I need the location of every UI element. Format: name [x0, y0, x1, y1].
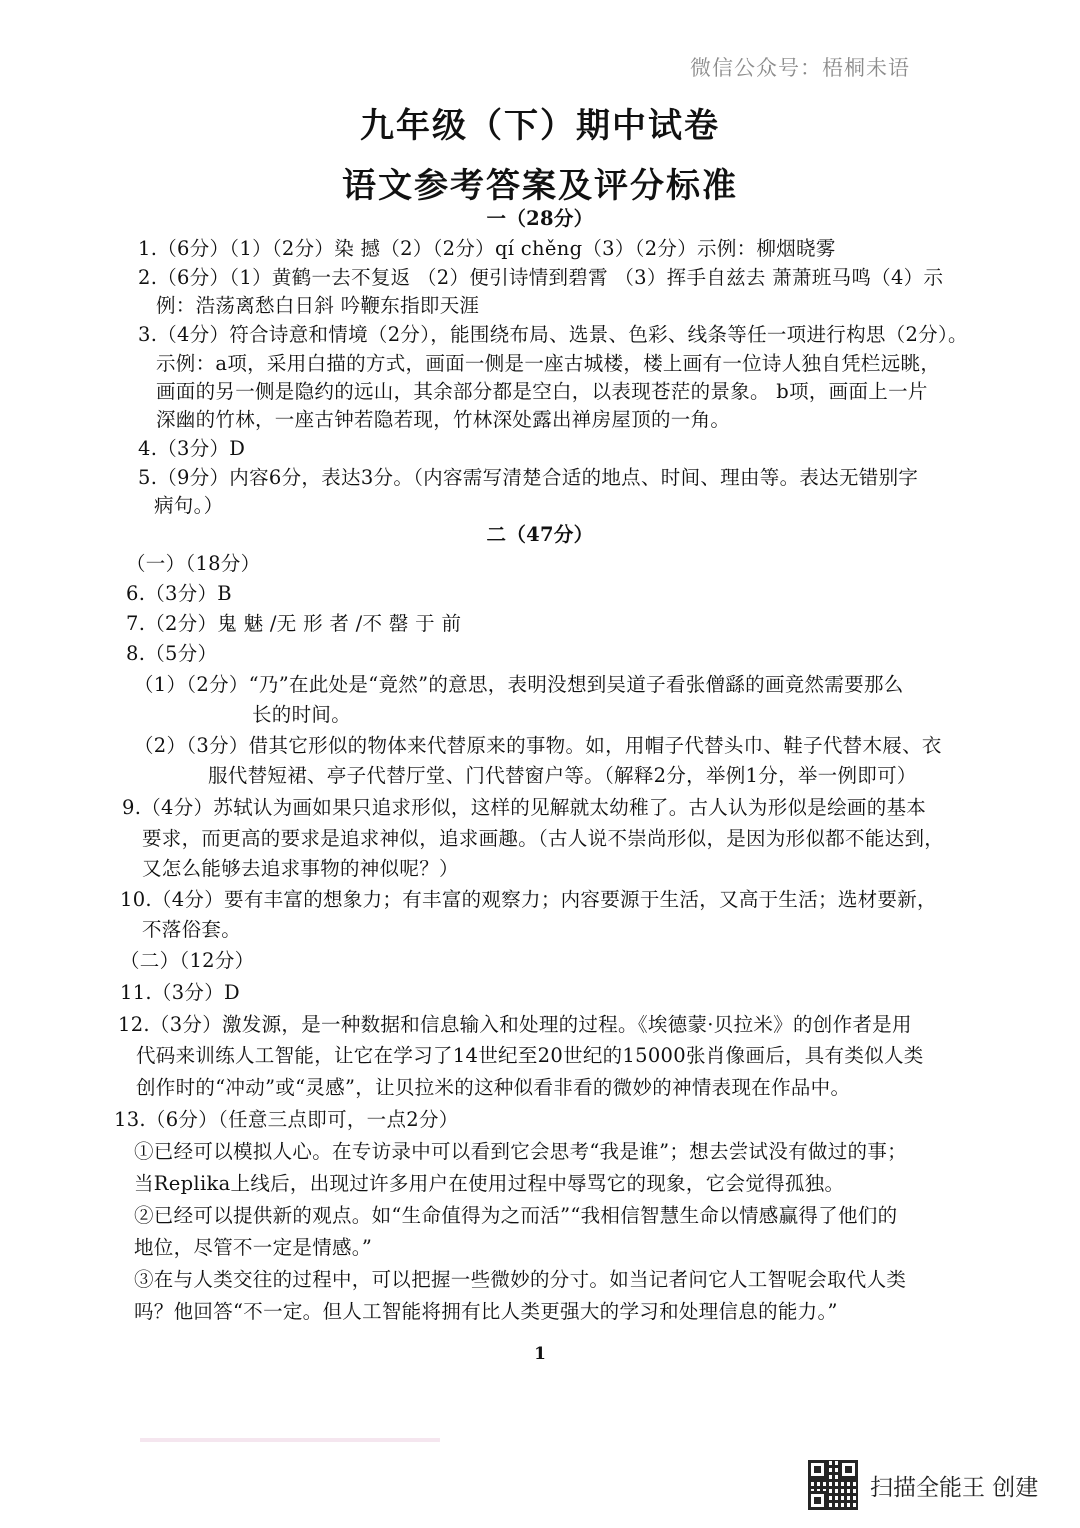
- answer-line: 5.（9分）内容6分，表达3分。（内容需写清楚合适的地点、时间、理由等。表达无错别字: [138, 466, 919, 489]
- answer-line: 10.（4分）要有丰富的想象力；有丰富的观察力；内容要源于生活，又高于生活；选材要新，: [120, 888, 937, 911]
- answer-line: 8.（5分）: [126, 642, 218, 665]
- answer-line: 不落俗套。: [142, 918, 242, 941]
- answer-line: 吗？他回答“不一定。但人工智能将拥有比人类更强大的学习和处理信息的能力。”: [134, 1300, 838, 1323]
- answer-line: 创作时的“冲动”或“灵感”，让贝拉米的这种似看非看的微妙的神情表现在作品中。: [136, 1076, 851, 1099]
- subsection-heading: （二）（12分）: [120, 949, 255, 972]
- watermark: 微信公众号：梧桐未语: [690, 56, 910, 80]
- answer-line: 示例：a项，采用白描的方式，画面一侧是一座古城楼，楼上画有一位诗人独自凭栏远眺，: [156, 352, 941, 375]
- section-heading-2: 二（47分）: [486, 523, 594, 546]
- answer-line: ③在与人类交往的过程中，可以把握一些微妙的分寸。如当记者问它人工智呢会取代人类: [134, 1268, 907, 1291]
- answer-line: 要求，而更高的要求是追求神似，追求画趣。（古人说不崇尚形似，是因为形似都不能达到，: [142, 827, 945, 850]
- answer-line: 长的时间。: [252, 703, 352, 726]
- page-subtitle: 语文参考答案及评分标准: [342, 166, 738, 206]
- answer-line: 7.（2分）鬼 魅 /无 形 者 /不 罄 于 前: [126, 612, 462, 635]
- subsection-heading: （一）（18分）: [126, 552, 261, 575]
- answer-line: 又怎么能够去追求事物的神似呢？）: [142, 857, 459, 880]
- answer-line: 11.（3分）D: [120, 981, 240, 1004]
- answer-line: （1）（2分）“乃”在此处是“竟然”的意思，表明没想到吴道子看张僧繇的画竟然需要那么: [134, 673, 904, 696]
- answer-line: 病句。）: [154, 494, 224, 517]
- answer-line: 4.（3分）D: [138, 437, 246, 460]
- answer-line: 1.（6分）（1）（2分）染 撼（2）（2分）qí chěng（3）（2分）示例：柳烟晓雾: [138, 237, 836, 260]
- qr-code-icon: [808, 1460, 858, 1510]
- answer-line: ①已经可以模拟人心。在专访录中可以看到它会思考“我是谁”；想去尝试没有做过的事；: [134, 1140, 907, 1163]
- answer-line: 例：浩荡离愁白日斜 吟鞭东指即天涯: [156, 294, 480, 317]
- answer-line: 深幽的竹林，一座古钟若隐若现，竹林深处露出禅房屋顶的一角。: [156, 408, 731, 431]
- scanner-footer: [808, 1460, 1038, 1510]
- answer-line: 6.（3分）B: [126, 582, 232, 605]
- answer-line: ②已经可以提供新的观点。如“生命值得为之而活”“我相信智慧生命以情感赢得了他们的: [134, 1204, 898, 1227]
- answer-line: 2.（6分）（1）黄鹤一去不复返 （2）便引诗情到碧霄 （3）挥手自兹去 萧萧班马鸣（4）示: [138, 266, 944, 289]
- answer-line: 13.（6分）（任意三点即可，一点2分）: [114, 1108, 459, 1131]
- answer-line: （2）（3分）借其它形似的物体来代替原来的事物。如，用帽子代替头巾、鞋子代替木屐、衣: [134, 734, 942, 757]
- answer-line: 地位，尽管不一定是情感。”: [134, 1236, 373, 1259]
- answer-line: 9.（4分）苏轼认为画如果只追求形似，这样的见解就太幼稚了。古人认为形似是绘画的基本: [122, 796, 927, 819]
- answer-line: 12.（3分）激发源，是一种数据和信息输入和处理的过程。《埃德蒙·贝拉米》的创作者是用: [118, 1013, 912, 1036]
- answer-line: 画面的另一侧是隐约的远山，其余部分都是空白，以表现苍茫的景象。 b项，画面上一片: [156, 380, 928, 403]
- answer-line: 服代替短裙、亭子代替厅堂、门代替窗户等。（解释2分，举例1分，举一例即可）: [208, 764, 917, 787]
- footer-text: 扫描全能王 创建: [870, 1474, 1039, 1501]
- page-number: 1: [534, 1344, 546, 1364]
- answer-line: 代码来训练人工智能，让它在学习了14世纪至20世纪的15000张肖像画后，具有类似人类: [136, 1044, 924, 1067]
- scan-artifact: [140, 1438, 440, 1442]
- answer-line: 当Replika上线后，出现过许多用户在使用过程中辱骂它的现象，它会觉得孤独。: [134, 1172, 845, 1195]
- answer-line: 3.（4分）符合诗意和情境（2分），能围绕布局、选景、色彩、线条等任一项进行构思（2分）。: [138, 323, 968, 346]
- page-title: 九年级（下）期中试卷: [360, 106, 720, 146]
- section-heading-1: 一（28分）: [486, 207, 594, 230]
